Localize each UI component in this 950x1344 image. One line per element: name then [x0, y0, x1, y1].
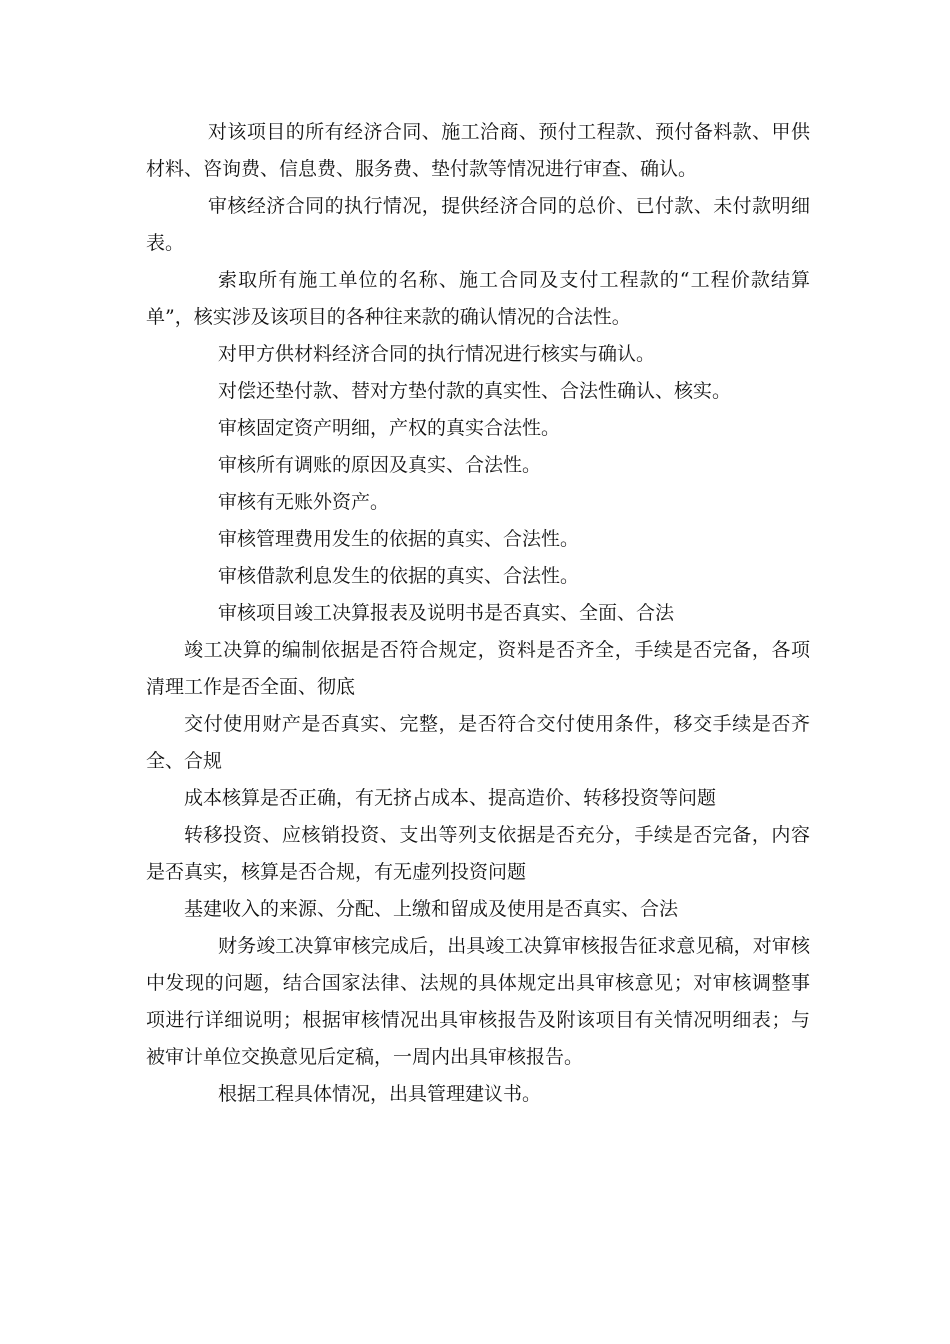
- paragraph-management-letter: 根据工程具体情况，出具管理建议书。: [218, 1083, 542, 1105]
- paragraph-contract-execution: 审核经济合同的执行情况，提供经济合同的总价、已付款、未付款明细表。: [146, 195, 810, 254]
- paragraph-compilation-basis: 竣工决算的编制依据是否符合规定，资料是否齐全，手续是否完备，各项清理工作是否全面、彻底: [146, 639, 810, 698]
- paragraph-account-adjustments: 审核所有调账的原因及真实、合法性。: [218, 454, 542, 476]
- paragraph-advance-payments: 对偿还垫付款、替对方垫付款的真实性、合法性确认、核实。: [218, 380, 732, 402]
- paragraph-investment-transfer: 转移投资、应核销投资、支出等列支依据是否充分，手续是否完备，内容是否真实，核算是否合规，有无虚列投资问题: [146, 824, 810, 883]
- paragraph-management-costs: 审核管理费用发生的依据的真实、合法性。: [218, 528, 580, 550]
- paragraph-contract-review: 对该项目的所有经济合同、施工洽商、预付工程款、预付备料款、甲供材料、咨询费、信息费、服务费、垫付款等情况进行审查、确认。: [146, 121, 810, 180]
- paragraph-off-book-assets: 审核有无账外资产。: [218, 491, 390, 513]
- paragraph-audit-report: 财务竣工决算审核完成后，出具竣工决算审核报告征求意见稿，对审核中发现的问题，结合国家法律、法规的具体规定出具审核意见；对审核调整事项进行详细说明；根据审核情况出具审核报告及附该项目有关情况明细表；与被审计单位交换意见后定稿，一周内出具审核报告。: [146, 935, 810, 1068]
- document-body: [146, 114, 810, 1113]
- paragraph-loan-interest: 审核借款利息发生的依据的真实、合法性。: [218, 565, 580, 587]
- paragraph-delivered-assets: 交付使用财产是否真实、完整，是否符合交付使用条件，移交手续是否齐全、合规: [146, 713, 810, 772]
- paragraph-final-accounts-report: 审核项目竣工决算报表及说明书是否真实、全面、合法: [218, 602, 675, 624]
- paragraph-owner-supplied-materials: 对甲方供材料经济合同的执行情况进行核实与确认。: [218, 343, 656, 365]
- paragraph-construction-units: 索取所有施工单位的名称、施工合同及支付工程款的“工程价款结算单”，核实涉及该项目的各种往来款的确认情况的合法性。: [146, 269, 810, 328]
- paragraph-capital-income: 基建收入的来源、分配、上缴和留成及使用是否真实、合法: [184, 898, 679, 920]
- paragraph-cost-accounting: 成本核算是否正确，有无挤占成本、提高造价、转移投资等问题: [184, 787, 717, 809]
- paragraph-fixed-assets: 审核固定资产明细，产权的真实合法性。: [218, 417, 561, 439]
